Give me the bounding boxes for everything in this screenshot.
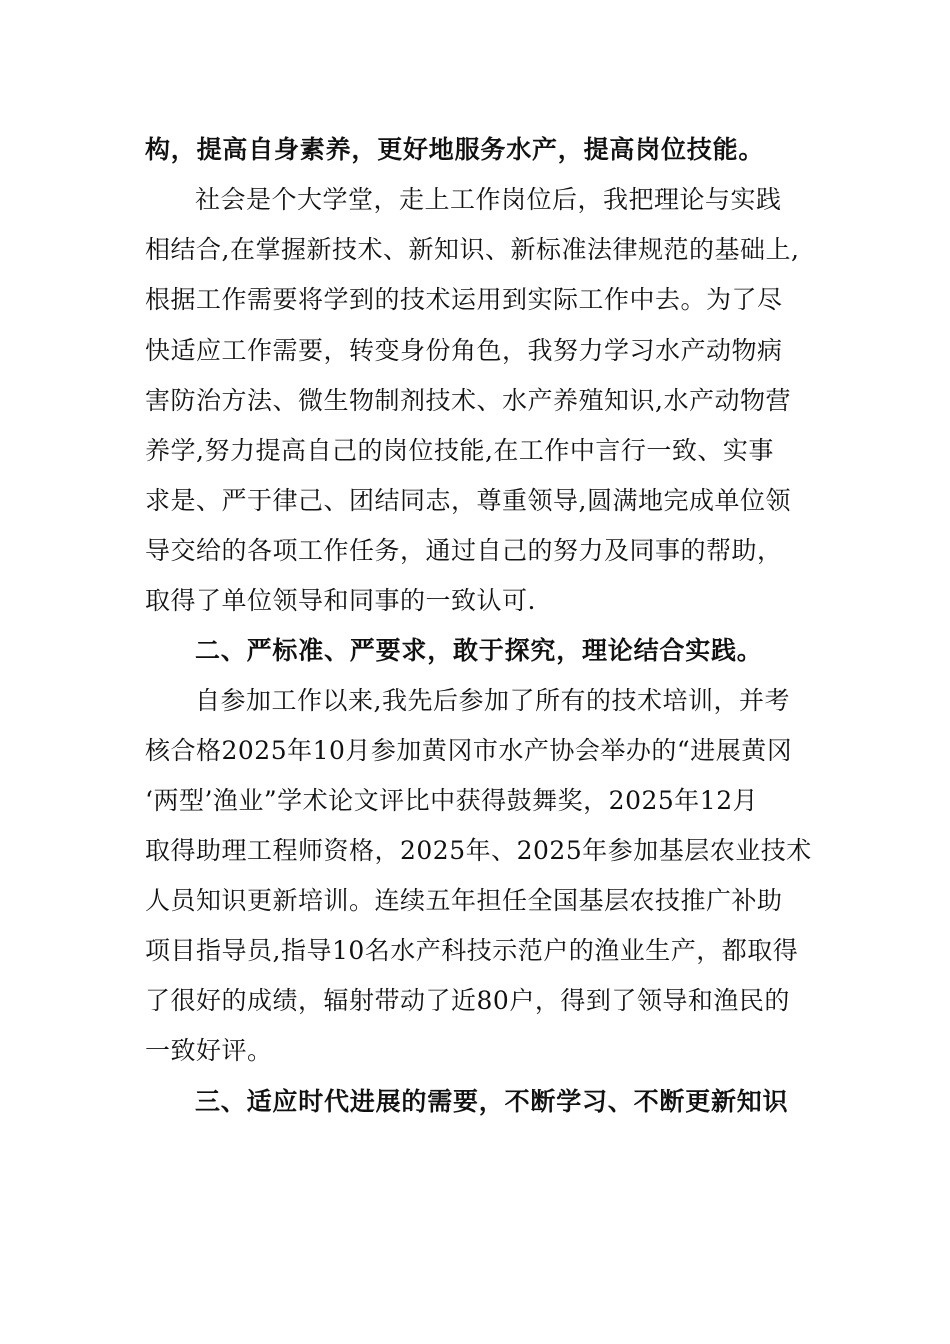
paragraph-line: 一致好评。 [145,1036,273,1065]
paragraph-line: 自参加工作以来,我先后参加了所有的技术培训，并考 [195,686,790,715]
paragraph-line: 养学,努力提高自己的岗位技能,在工作中言行一致、实事 [145,436,774,465]
paragraph-line: 取得了单位领导和同事的一致认可. [145,586,536,615]
paragraph-line: 导交给的各项工作任务，通过自己的努力及同事的帮助， [145,536,783,565]
paragraph-line: 求是、严于律己、团结同志，尊重领导,圆满地完成单位领 [145,486,791,515]
paragraph-line: 了很好的成绩，辐射带动了近80户，得到了领导和渔民的 [145,986,790,1015]
paragraph-line: 核合格2025年10月参加黄冈市水产协会举办的“进展黄冈 [145,736,793,765]
paragraph-line: 根据工作需要将学到的技术运用到实际工作中去。为了尽 [145,285,783,314]
section-heading: 二、严标准、严要求，敢于探究，理论结合实践。 [195,636,763,665]
paragraph-line: 相结合,在掌握新技术、新知识、新标准法律规范的基础上, [145,235,800,264]
paragraph-line: 人员知识更新培训。连续五年担任全国基层农技推广补助 [145,886,783,915]
paragraph-line: 害防治方法、微生物制剂技术、水产养殖知识,水产动物营 [145,386,791,415]
paragraph-line: 构，提高自身素养，更好地服务水产，提高岗位技能。 [145,135,765,164]
section-heading: 三、适应时代进展的需要，不断学习、不断更新知识 [195,1087,789,1116]
paragraph-line: ‘两型’渔业”学术论文评比中获得鼓舞奖，2025年12月 [145,786,759,815]
paragraph-line: 快适应工作需要，转变身份角色，我努力学习水产动物病 [145,336,783,365]
paragraph-line: 项目指导员,指导10名水产科技示范户的渔业生产，都取得 [145,936,799,965]
paragraph-line: 取得助理工程师资格，2025年、2025年参加基层农业技术 [145,836,812,865]
paragraph-line: 社会是个大学堂，走上工作岗位后，我把理论与实践 [195,185,782,214]
